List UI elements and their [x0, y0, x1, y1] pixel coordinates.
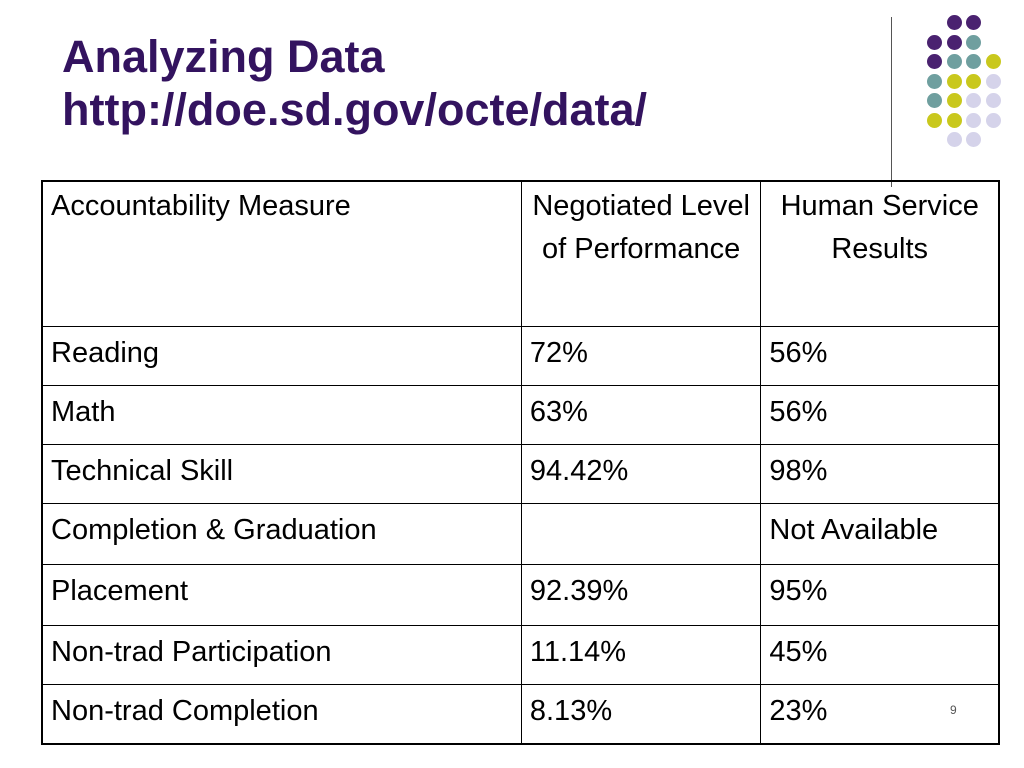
result-cell: 56%: [761, 327, 999, 386]
title-line-1: Analyzing Data: [62, 31, 385, 82]
measure-cell: Non-trad Participation: [42, 626, 521, 685]
decorative-dot: [927, 113, 942, 128]
accountability-table: [41, 180, 1000, 745]
decorative-dot: [927, 54, 942, 69]
decorative-dot: [986, 93, 1001, 108]
measure-cell: Reading: [42, 327, 521, 386]
measure-cell: Completion & Graduation: [42, 504, 521, 565]
column-header-results: Human Service Results: [761, 181, 999, 327]
table-row: [42, 565, 999, 626]
decorative-dot: [947, 93, 962, 108]
table-row: [42, 504, 999, 565]
measure-cell: Placement: [42, 565, 521, 626]
title-url: http://doe.sd.gov/octe/data/: [62, 84, 648, 135]
measure-cell: Non-trad Completion: [42, 685, 521, 745]
decorative-dot: [947, 35, 962, 50]
decorative-dot: [966, 54, 981, 69]
table-row: [42, 327, 999, 386]
decorative-dot: [966, 74, 981, 89]
table-header-row: [42, 181, 999, 327]
measure-cell: Math: [42, 386, 521, 445]
decorative-dot: [927, 93, 942, 108]
negotiated-cell: 94.42%: [521, 445, 761, 504]
column-header-negotiated-level: Negotiated Level of Performance: [521, 181, 761, 327]
decorative-dot: [966, 35, 981, 50]
decorative-dot: [986, 54, 1001, 69]
table-row: [42, 445, 999, 504]
slide-title: [62, 30, 647, 136]
decorative-dot: [966, 93, 981, 108]
measure-cell: Technical Skill: [42, 445, 521, 504]
decorative-dot: [966, 113, 981, 128]
decorative-dot: [927, 35, 942, 50]
table-row: [42, 626, 999, 685]
negotiated-cell: [521, 504, 761, 565]
negotiated-cell: 8.13%: [521, 685, 761, 745]
result-cell: 98%: [761, 445, 999, 504]
decorative-dot: [966, 132, 981, 147]
decorative-dot: [947, 132, 962, 147]
slide-number: 9: [950, 703, 957, 717]
negotiated-cell: 92.39%: [521, 565, 761, 626]
decorative-dot: [947, 15, 962, 30]
negotiated-cell: 11.14%: [521, 626, 761, 685]
decorative-dot: [947, 113, 962, 128]
negotiated-cell: 63%: [521, 386, 761, 445]
table-row: [42, 386, 999, 445]
result-cell: 45%: [761, 626, 999, 685]
decorative-dot: [927, 74, 942, 89]
decorative-dot: [966, 15, 981, 30]
result-cell: Not Available: [761, 504, 999, 565]
decorative-divider: [891, 17, 892, 187]
result-cell: 56%: [761, 386, 999, 445]
decorative-dot: [947, 74, 962, 89]
result-cell: 23%: [761, 685, 999, 745]
negotiated-cell: 72%: [521, 327, 761, 386]
decorative-dot: [986, 74, 1001, 89]
decorative-dot: [947, 54, 962, 69]
result-cell: 95%: [761, 565, 999, 626]
decorative-dot: [986, 113, 1001, 128]
table-row: [42, 685, 999, 745]
column-header-measure: Accountability Measure: [42, 181, 521, 327]
